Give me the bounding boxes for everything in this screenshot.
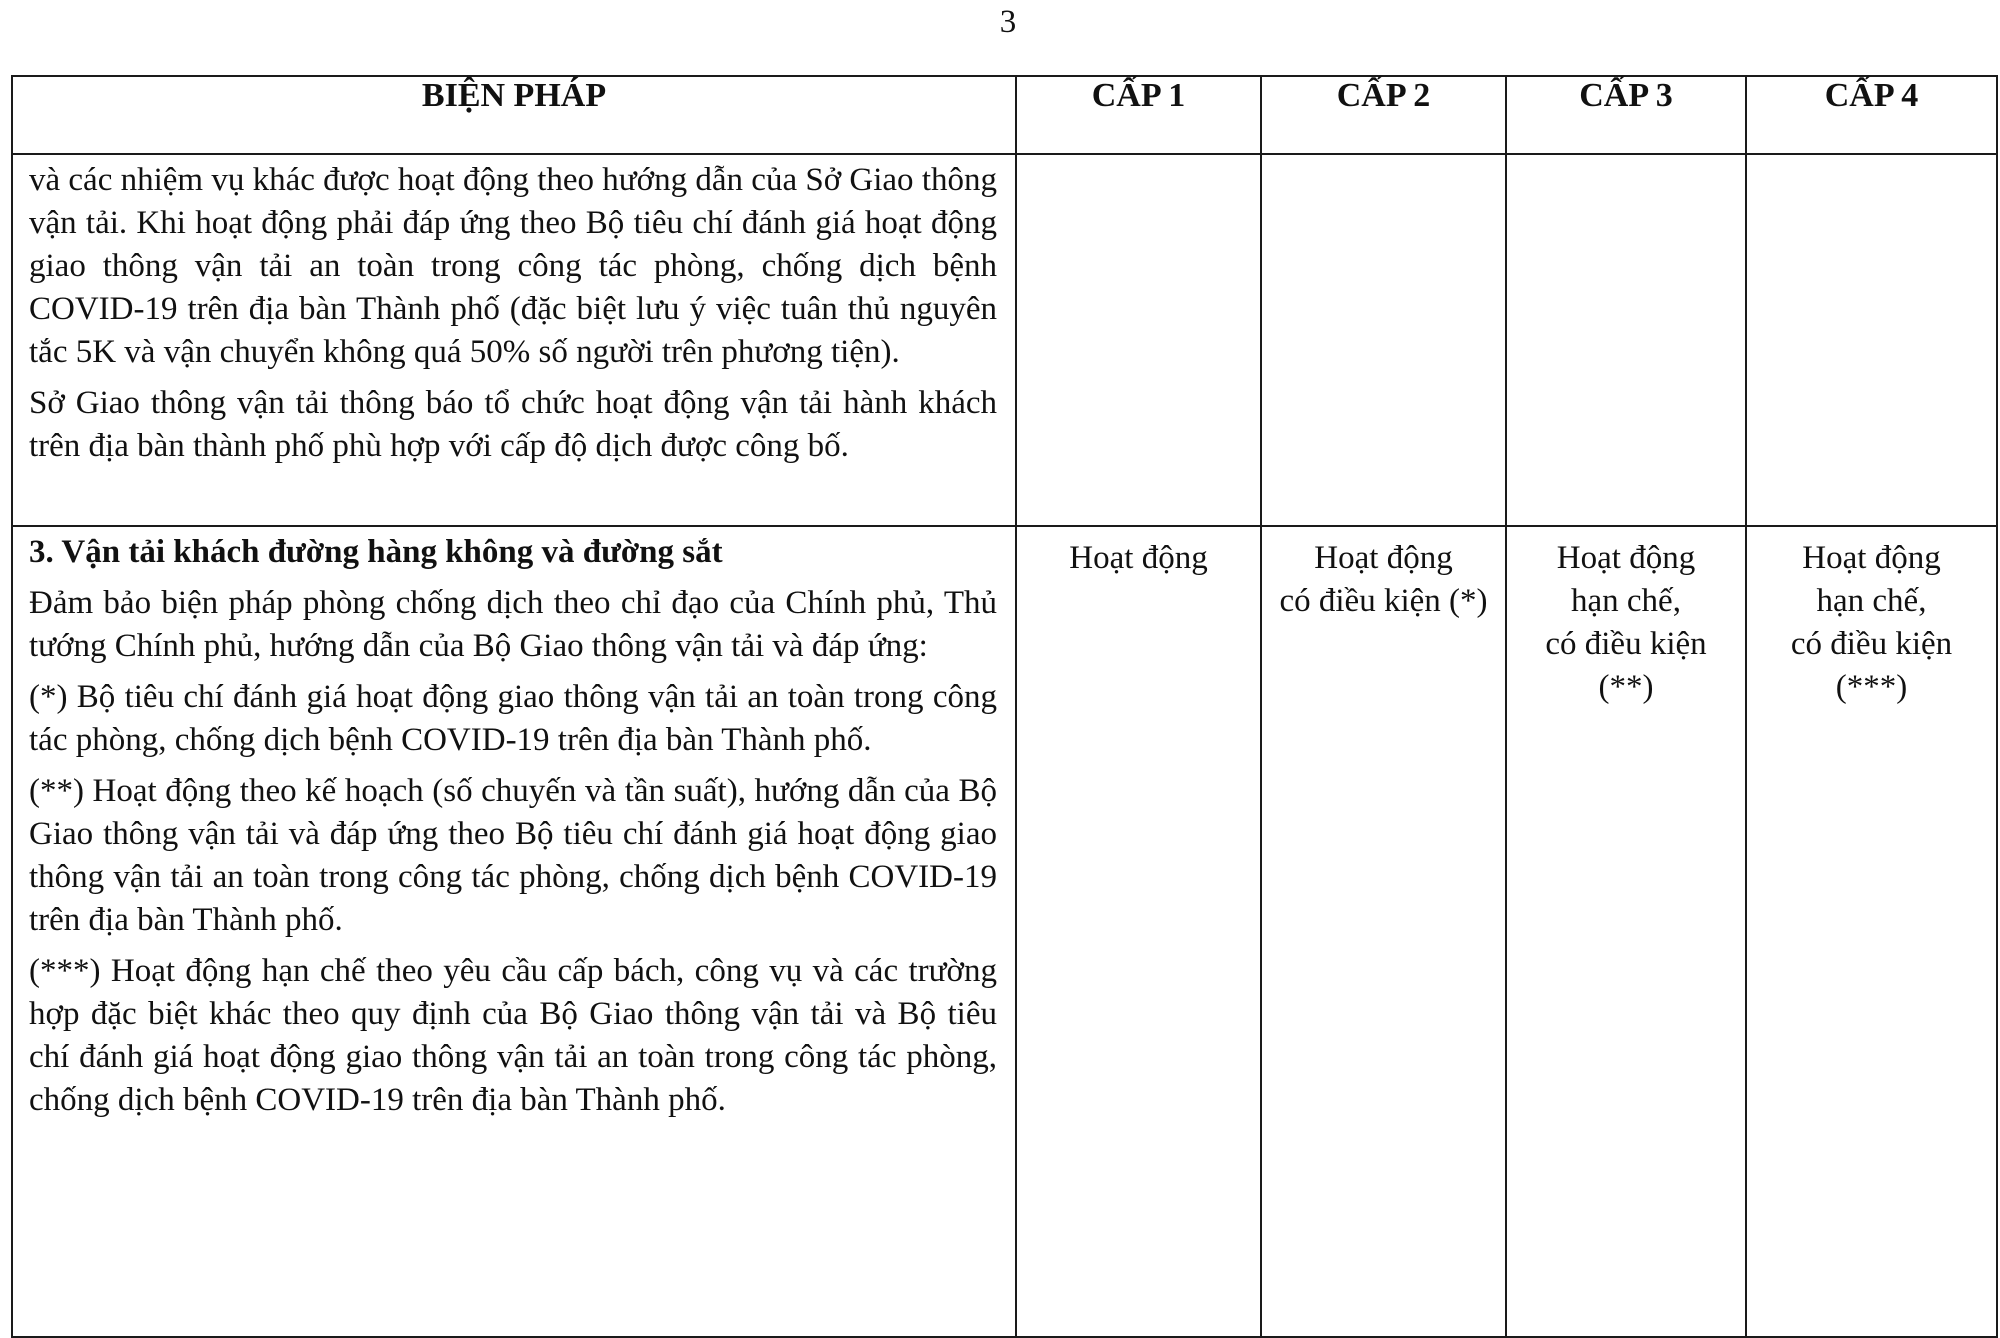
measure-paragraph: và các nhiệm vụ khác được hoạt động theo hướng dẫn của Sở Giao thông vận tải. Khi hoạt động phải đáp ứng theo Bộ tiêu chí đánh giá hoạt động giao thông vận tải an toàn trong công tác phòng, chống dịch bệnh COVID-19 trên địa bàn Thành phố (đặc biệt lưu ý việc tuân thủ nguyên tắc 5K và vận chuyển không quá 50% số người trên phương tiện).	[29, 162, 997, 370]
table-row	[12, 526, 1997, 1337]
table-row	[12, 154, 1997, 526]
measures-table	[11, 75, 1998, 1338]
level-cell-4	[1746, 154, 1997, 526]
level-cell-3	[1506, 526, 1746, 1337]
measure-paragraph: Đảm bảo biện pháp phòng chống dịch theo chỉ đạo của Chính phủ, Thủ tướng Chính phủ, hướng dẫn của Bộ Giao thông vận tải và đáp ứng:	[29, 585, 997, 664]
page-number: 3	[999, 4, 1017, 40]
measure-paragraph: (*) Bộ tiêu chí đánh giá hoạt động giao thông vận tải an toàn trong công tác phòng, chống dịch bệnh COVID-19 trên địa bàn Thành phố.	[29, 679, 997, 758]
level-cell-1	[1016, 154, 1261, 526]
header-cap-3: CẤP 3	[1506, 76, 1746, 154]
level-cell-1	[1016, 526, 1261, 1337]
level-text: Hoạt động hạn chế, có điều kiện (***)	[1790, 540, 1953, 705]
header-cap-2: CẤP 2	[1261, 76, 1506, 154]
header-cap-4: CẤP 4	[1746, 76, 1997, 154]
level-cell-2	[1261, 526, 1506, 1337]
measure-cell	[12, 154, 1016, 526]
level-text: Hoạt động	[1069, 540, 1208, 576]
header-cap-1: CẤP 1	[1016, 76, 1261, 154]
level-cell-4	[1746, 526, 1997, 1337]
level-cell-3	[1506, 154, 1746, 526]
level-text: Hoạt động có điều kiện (*)	[1279, 540, 1488, 619]
measure-paragraph: Sở Giao thông vận tải thông báo tổ chức hoạt động vận tải hành khách trên địa bàn thành phố phù hợp với cấp độ dịch được công bố.	[29, 385, 997, 464]
measure-cell	[12, 526, 1016, 1337]
measure-paragraph: (**) Hoạt động theo kế hoạch (số chuyến và tần suất), hướng dẫn của Bộ Giao thông vận tải và đáp ứng theo Bộ tiêu chí đánh giá hoạt động giao thông vận tải an toàn trong công tác phòng, chống dịch bệnh COVID-19 trên địa bàn Thành phố.	[29, 773, 997, 938]
header-bien-phap: BIỆN PHÁP	[12, 76, 1016, 154]
measure-paragraph: (***) Hoạt động hạn chế theo yêu cầu cấp bách, công vụ và các trường hợp đặc biệt khác theo quy định của Bộ Giao thông vận tải và Bộ tiêu chí đánh giá hoạt động giao thông vận tải an toàn trong công tác phòng, chống dịch bệnh COVID-19 trên địa bàn Thành phố.	[29, 953, 997, 1118]
table-header-row	[12, 76, 1997, 154]
section-heading: 3. Vận tải khách đường hàng không và đường sắt	[29, 534, 723, 570]
level-cell-2	[1261, 154, 1506, 526]
level-text: Hoạt động hạn chế, có điều kiện (**)	[1545, 540, 1707, 705]
